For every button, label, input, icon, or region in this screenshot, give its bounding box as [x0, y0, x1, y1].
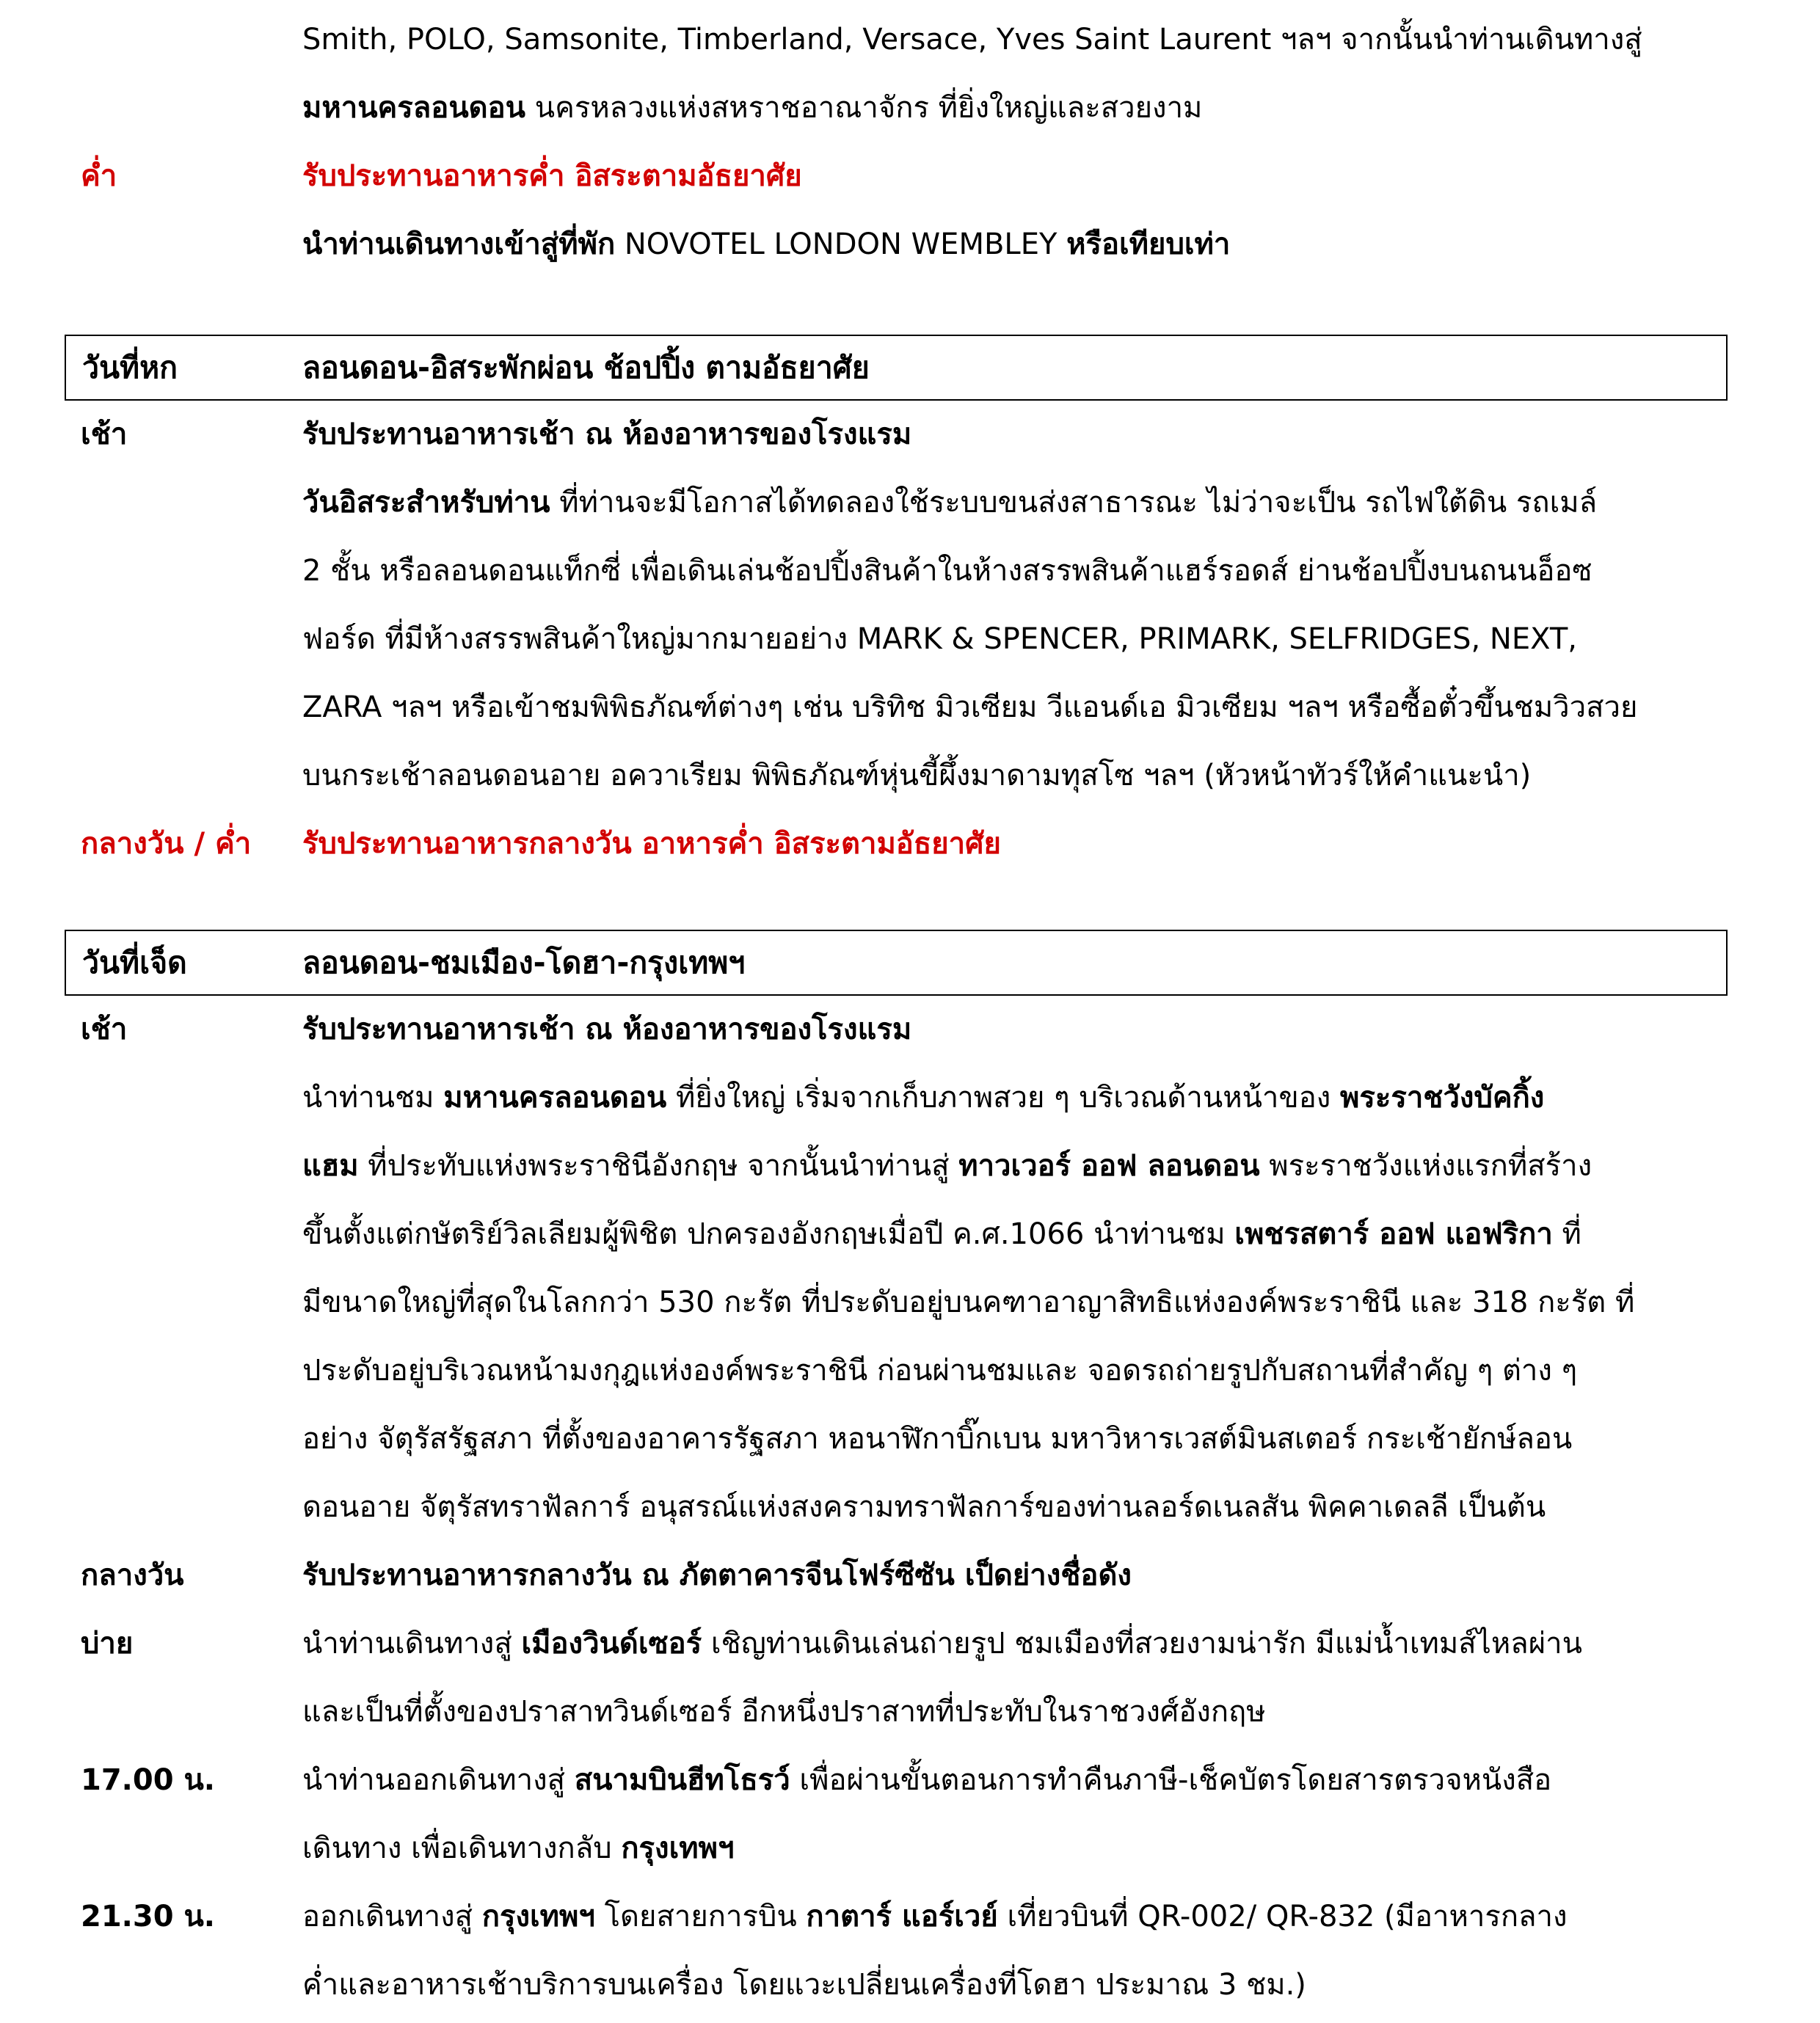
day7-title: ลอนดอน-ชมเมือง-โดฮา-กรุงเทพฯ — [302, 944, 746, 980]
day7-para-line-4: มีขนาดใหญ่ที่สุดในโลกกว่า 530 กะรัต ที่ประดับอยู่บนคฑาอาญาสิทธิแห่งองค์พระราชินี และ 318 กะรัต ที่ — [302, 1286, 1635, 1319]
day6-title: ลอนดอน-อิสระพักผ่อน ช้อปปิ้ง ตามอัธยาศัย — [302, 349, 870, 385]
dinner-label: ค่ำ — [81, 159, 117, 193]
day7-lunch-label: กลางวัน — [81, 1559, 184, 1592]
day6-label: วันที่หก — [82, 349, 178, 385]
day7-para-line-2: แฮม ที่ประทับแห่งพระราชินีอังกฤษ จากนั้นนำท่านสู่ ทาวเวอร์ ออฟ ลอนดอน พระราชวังแห่งแรกที่สร้าง — [302, 1149, 1592, 1183]
day6-header — [65, 335, 1728, 401]
day6-section — [0, 401, 1820, 878]
day7-para-line-6: อย่าง จัตุรัสรัฐสภา ที่ตั้งของอาคารรัฐสภา หอนาฬิกาบิ๊กเบน มหาวิหารเวสต์มินสเตอร์ กระเช้ายักษ์ลอน — [302, 1422, 1573, 1456]
day7-afternoon-label: บ่าย — [81, 1627, 134, 1661]
intro-line-1: Smith, POLO, Samsonite, Timberland, Versace, Yves Saint Laurent ฯลฯ จากนั้นนำท่านเดินทางสู่ — [302, 23, 1642, 57]
day6-meal-label: กลางวัน / ค่ำ — [81, 827, 252, 861]
day7-header — [65, 930, 1728, 996]
day7-time-2130-row: 21.30 น. ออกเดินทางสู่ กรุงเทพฯ โดยสายการบิน กาตาร์ แอร์เวย์ เที่ยวบินที่ QR-002/ QR-832 (มีอาหารกลาง — [0, 1883, 1820, 1951]
day7-para-line-5: ประดับอยู่บริเวณหน้ามงกุฎแห่งองค์พระราชินี ก่อนผ่านชมและ จอดรถถ่ายรูปกับสถานที่สำคัญ ๆ ต่าง ๆ — [302, 1354, 1578, 1388]
intro-line-2: มหานครลอนดอน นครหลวงแห่งสหราชอาณาจักร ที่ยิ่งใหญ่และสวยงาม — [302, 91, 1203, 125]
day7-para-line-7: ดอนอาย จัตุรัสทราฟัลการ์ อนุสรณ์แห่งสงครามทราฟัลการ์ของท่านลอร์ดเนลสัน พิคคาเดลลี เป็นต้น — [302, 1490, 1546, 1524]
day6-line-4: ZARA ฯลฯ หรือเข้าชมพิพิธภัณฑ์ต่างๆ เช่น บริทิช มิวเซียม วีแอนด์เอ มิวเซียม ฯลฯ หรือซื้อตั๋วขึ้นชมวิวสวย — [302, 690, 1638, 724]
london-city-name: มหานครลอนดอน — [302, 91, 526, 125]
time-2130-label: 21.30 น. — [81, 1900, 215, 1933]
day6-meal-row: กลางวัน / ค่ำ รับประทานอาหารกลางวัน อาหารค่ำ อิสระตามอัธยาศัย — [0, 810, 1820, 878]
day7-para-line-3: ขึ้นตั้งแต่กษัตริย์วิลเลียมผู้พิชิต ปกครองอังกฤษเมื่อปี ค.ศ.1066 นำท่านชม เพชรสตาร์ ออฟ แอฟริกา ที่ — [302, 1217, 1581, 1251]
intro-dinner-row — [0, 142, 1820, 211]
day6-breakfast-row: เช้า รับประทานอาหารเช้า ณ ห้องอาหารของโรงแรม — [0, 401, 1820, 469]
day6-morning-label: เช้า — [81, 418, 128, 451]
intro-hotel-row: นำท่านเดินทางเข้าสู่ที่พัก NOVOTEL LONDON WEMBLEY หรือเทียบเท่า — [302, 227, 1231, 261]
day7-morning-label: เช้า — [81, 1013, 128, 1046]
day6-line-2: 2 ชั้น หรือลอนดอนแท็กซี่ เพื่อเดินเล่นช้อปปิ้งสินค้าในห้างสรรพสินค้าแฮร์รอดส์ ย่านช้อปปิ้งบนถนนอ็อซ — [302, 554, 1592, 588]
hotel-name: NOVOTEL LONDON WEMBLEY — [615, 227, 1067, 261]
day7-para-line-1: นำท่านชม มหานครลอนดอน ที่ยิ่งใหญ่ เริ่มจากเก็บภาพสวย ๆ บริเวณด้านหน้าของ พระราชวังบัคกิ้ง — [302, 1081, 1545, 1115]
day7-section — [0, 996, 1820, 2019]
day6-line-3: ฟอร์ด ที่มีห้างสรรพสินค้าใหญ่มากมายอย่าง MARK & SPENCER, PRIMARK, SELFRIDGES, NEXT, — [302, 622, 1577, 656]
dinner-text: รับประทานอาหารค่ำ อิสระตามอัธยาศัย — [302, 159, 802, 193]
day7-afternoon-line-2: และเป็นที่ตั้งของปราสาทวินด์เซอร์ อีกหนึ่งปราสาทที่ประทับในราชวงศ์อังกฤษ — [302, 1695, 1266, 1729]
time-1700-label: 17.00 น. — [81, 1763, 215, 1797]
day7-breakfast-row: เช้า รับประทานอาหารเช้า ณ ห้องอาหารของโรงแรม — [0, 996, 1820, 1064]
intro-section — [0, 6, 1820, 279]
day7-label: วันที่เจ็ด — [82, 944, 187, 980]
day7-afternoon-row: บ่าย นำท่านเดินทางสู่ เมืองวินด์เซอร์ เชิญท่านเดินเล่นถ่ายรูป ชมเมืองที่สวยงามน่ารัก มีแม่น้ำเทมส์ไหลผ่าน — [0, 1610, 1820, 1678]
day6-line-1: วันอิสระสำหรับท่าน ที่ท่านจะมีโอกาสได้ทดลองใช้ระบบขนส่งสาธารณะ ไม่ว่าจะเป็น รถไฟใต้ดิน รถเมล์ — [302, 486, 1598, 520]
day7-time-1700-row: 17.00 น. นำท่านออกเดินทางสู่ สนามบินฮีทโธรว์ เพื่อผ่านขั้นตอนการทำคืนภาษี-เช็คบัตรโดยสารตรวจหนังสือ — [0, 1746, 1820, 1815]
day7-time-2130-line-2: ค่ำและอาหารเช้าบริการบนเครื่อง โดยแวะเปลี่ยนเครื่องที่โดฮา ประมาณ 3 ชม.) — [302, 1968, 1306, 2002]
day7-lunch-row: กลางวัน รับประทานอาหารกลางวัน ณ ภัตตาคารจีนโฟร์ซีซัน เป็ดย่างชื่อดัง — [0, 1542, 1820, 1610]
day7-time-1700-line-2: เดินทาง เพื่อเดินทางกลับ กรุงเทพฯ — [302, 1831, 735, 1865]
day6-line-5: บนกระเช้าลอนดอนอาย อควาเรียม พิพิธภัณฑ์หุ่นขี้ผึ้งมาดามทุสโซ ฯลฯ (หัวหน้าทัวร์ให้คำแนะนำ) — [302, 759, 1532, 792]
